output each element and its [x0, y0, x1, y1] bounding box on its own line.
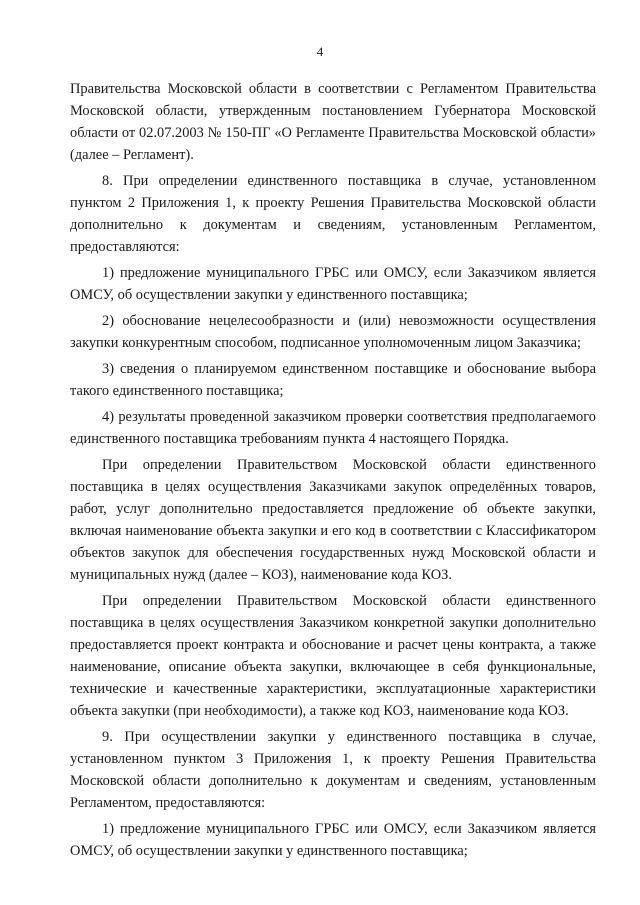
paragraph-continuation: Правительства Московской области в соответствии с Регламентом Правительства Московской области, утвержденным постановлением Губернатора Московской области от 02.07.2003 № 150-ПГ «О Регламенте Правительства Московской области» (далее – Регламент). — [70, 81, 596, 163]
document-body — [70, 78, 596, 866]
page-number: 4 — [316, 44, 324, 59]
paragraph-contract-draft: При определении Правительством Московской области единственного поставщика в целях осуществления Заказчиком конкретной закупки дополнительно предоставляется проект контракта и обоснование и расчет цены контракта, а также наименование, описание объекта закупки, включающее в себя функциональные, технические и качественные характеристики, эксплуатационные характеристики объекта закупки (при необходимости), а также код КОЗ, наименование кода КОЗ. — [70, 593, 596, 719]
paragraph-koz-proposal: При определении Правительством Московской области единственного поставщика в целях осуществления Заказчиками закупок определённых товаров, работ, услуг дополнительно предоставляется предложение об объекте закупки, включая наименование объекта закупки и его код в соответствии с Классификатором объектов закупок для обеспечения государственных нужд Московской области и муниципальных нужд (далее – КОЗ), наименование кода КОЗ. — [70, 457, 596, 583]
paragraph-clause-9: 9. При осуществлении закупки у единственного поставщика в случае, установленном пунктом 3 Приложения 1, к проекту Решения Правительства Московской области дополнительно к документам и сведениям, установленным Регламентом, предоставляются: — [70, 729, 596, 811]
paragraph-clause-8-item-4: 4) результаты проведенной заказчиком проверки соответствия предполагаемого единственного поставщика требованиям пункта 4 настоящего Порядка. — [70, 409, 596, 447]
paragraph-clause-9-item-1: 1) предложение муниципального ГРБС или ОМСУ, если Заказчиком является ОМСУ, об осуществлении закупки у единственного поставщика; — [70, 821, 596, 859]
paragraph-clause-8-item-2: 2) обоснование нецелесообразности и (или) невозможности осуществления закупки конкурентным способом, подписанное уполномоченным лицом Заказчика; — [70, 313, 596, 351]
paragraph-clause-8-item-3: 3) сведения о планируемом единственном поставщике и обоснование выбора такого единственного поставщика; — [70, 361, 596, 399]
paragraph-clause-8: 8. При определении единственного поставщика в случае, установленном пунктом 2 Приложения 1, к проекту Решения Правительства Московской области дополнительно к документам и сведениям, установленным Регламентом, предоставляются: — [70, 173, 596, 255]
paragraph-clause-8-item-1: 1) предложение муниципального ГРБС или ОМСУ, если Заказчиком является ОМСУ, об осуществлении закупки у единственного поставщика; — [70, 265, 596, 303]
